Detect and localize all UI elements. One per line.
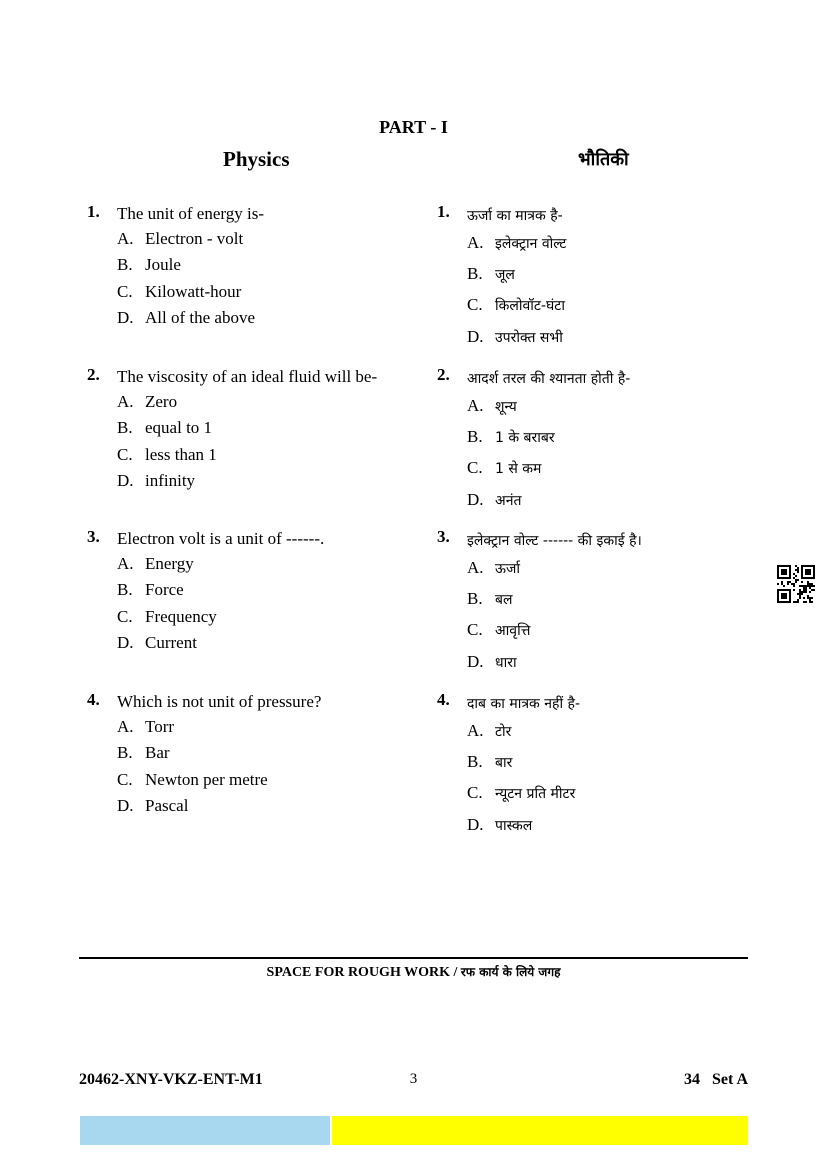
- option: [467, 295, 565, 315]
- option: [467, 264, 515, 284]
- option-letter: D.: [117, 795, 134, 815]
- option-text: शून्य: [495, 399, 517, 415]
- option: [467, 427, 555, 447]
- option-text: धारा: [495, 654, 517, 671]
- option-text: अनंत: [495, 492, 522, 509]
- question-number: 1.: [87, 202, 100, 221]
- option: [117, 633, 197, 653]
- option: [467, 327, 563, 347]
- option-text: Pascal: [145, 795, 189, 815]
- option-letter: A.: [467, 233, 484, 252]
- option: [117, 743, 170, 763]
- option-text: न्यूटन प्रति मीटर: [495, 786, 576, 803]
- option-letter: D.: [467, 326, 484, 346]
- question-number: 2.: [437, 365, 450, 384]
- page-number: 3: [409, 1071, 418, 1087]
- question-text: Which is not unit of pressure?: [117, 692, 322, 711]
- question-text: इलेक्ट्रान वोल्ट ------ की इकाई है।: [467, 533, 642, 549]
- question-text: आदर्श तरल की श्यानता होती है-: [467, 371, 631, 387]
- option-text: Zero: [145, 392, 178, 411]
- option: [467, 458, 541, 478]
- option: [117, 607, 217, 627]
- question-number: 3.: [437, 527, 450, 546]
- option: [117, 229, 243, 249]
- option: [117, 418, 212, 438]
- option-letter: B.: [117, 255, 133, 275]
- option-text: पास्कल: [495, 817, 533, 834]
- option: [467, 752, 512, 772]
- option-text: Joule: [145, 255, 181, 275]
- rough-work-label: [0, 963, 827, 981]
- option: [467, 396, 517, 416]
- option-letter: D.: [467, 651, 484, 671]
- option: [467, 233, 566, 253]
- option: [117, 554, 194, 574]
- section-title-english: Physics: [223, 147, 290, 171]
- option-letter: C.: [467, 295, 483, 315]
- option-letter: C.: [117, 606, 133, 626]
- option: [117, 796, 188, 816]
- option-letter: C.: [117, 444, 133, 464]
- option-text: Newton per metre: [145, 769, 268, 789]
- qr-code-icon: [777, 565, 815, 603]
- option-text: equal to 1: [145, 418, 213, 438]
- option-letter: B.: [467, 752, 483, 772]
- question-text: Electron volt is a unit of ------.: [117, 529, 325, 548]
- option-letter: B.: [467, 589, 483, 609]
- option: [467, 620, 530, 640]
- option: [467, 558, 520, 578]
- part-title: PART - I: [379, 117, 448, 137]
- question-text: The unit of energy is-: [117, 204, 264, 223]
- option: [117, 717, 174, 737]
- option: [467, 721, 511, 741]
- option-text: 1 से कम: [495, 461, 542, 478]
- option-letter: C.: [467, 458, 483, 478]
- option-letter: A.: [467, 721, 484, 740]
- option: [117, 308, 255, 328]
- option: [117, 445, 217, 465]
- option-letter: B.: [467, 264, 483, 284]
- option-letter: B.: [117, 743, 133, 763]
- option-text: Electron - volt: [145, 229, 244, 248]
- option-text: Kilowatt-hour: [145, 281, 242, 301]
- option-text: उपरोक्त सभी: [495, 329, 563, 346]
- question-text: The viscosity of an ideal fluid will be-: [117, 367, 378, 386]
- question-text: दाब का मात्रक नहीं है-: [467, 696, 581, 712]
- option-letter: A.: [117, 392, 134, 411]
- option-letter: A.: [117, 717, 134, 736]
- option-text: बल: [495, 592, 513, 609]
- option-letter: B.: [117, 418, 133, 438]
- option-letter: D.: [467, 489, 484, 509]
- option: [467, 490, 521, 510]
- option-text: जूल: [495, 267, 515, 284]
- option-letter: D.: [467, 814, 484, 834]
- option-letter: C.: [467, 783, 483, 803]
- option-text: less than 1: [145, 444, 217, 464]
- paper-code: 20462-XNY-VKZ-ENT-M1: [79, 1071, 263, 1088]
- option-text: Bar: [145, 743, 170, 763]
- option: [467, 815, 532, 835]
- option-text: आवृत्ति: [495, 623, 531, 640]
- option-letter: D.: [117, 307, 134, 327]
- option-text: टोर: [495, 724, 512, 740]
- option-text: 1 के बराबर: [495, 430, 555, 447]
- rough-work-label-en: SPACE FOR ROUGH WORK /: [266, 965, 461, 980]
- option-text: All of the above: [145, 307, 255, 327]
- option-text: infinity: [145, 470, 196, 490]
- rough-work-label-hi: रफ कार्य के लिये जगह: [460, 965, 561, 979]
- question-number: 1.: [437, 202, 450, 221]
- question-number: 4.: [437, 690, 450, 709]
- option: [467, 783, 575, 803]
- option-text: Current: [145, 632, 197, 652]
- question-number: 3.: [87, 527, 100, 546]
- option-letter: C.: [117, 281, 133, 301]
- option-text: ऊर्जा: [495, 561, 521, 577]
- option-text: Frequency: [145, 606, 217, 626]
- option: [117, 282, 241, 302]
- question-number: 4.: [87, 690, 100, 709]
- option: [467, 589, 513, 609]
- option-text: Torr: [145, 717, 175, 736]
- footer-bar-blue: [80, 1116, 330, 1145]
- option: [117, 392, 177, 412]
- option-text: किलोवॉट-घंटा: [495, 298, 565, 315]
- section-title-hindi: भौतिकी: [578, 149, 629, 170]
- option-letter: B.: [467, 427, 483, 447]
- option: [117, 255, 181, 275]
- set-label: 34 Set A: [684, 1071, 748, 1088]
- option-letter: B.: [117, 580, 133, 600]
- option-letter: A.: [117, 229, 134, 248]
- option-text: बार: [495, 755, 513, 772]
- option-letter: D.: [117, 632, 134, 652]
- option-letter: A.: [467, 558, 484, 577]
- question-text: ऊर्जा का मात्रक है-: [467, 208, 563, 224]
- option-letter: A.: [117, 554, 134, 573]
- option-letter: C.: [117, 769, 133, 789]
- question-number: 2.: [87, 365, 100, 384]
- option: [117, 471, 195, 491]
- option-text: Force: [145, 580, 184, 600]
- option-letter: C.: [467, 620, 483, 640]
- option-letter: A.: [467, 396, 484, 415]
- footer-bar-yellow: [332, 1116, 748, 1145]
- option: [467, 652, 517, 672]
- option: [117, 770, 268, 790]
- option-letter: D.: [117, 470, 134, 490]
- option: [117, 580, 184, 600]
- option-text: Energy: [145, 554, 194, 573]
- rough-work-divider: [79, 957, 748, 959]
- option-text: इलेक्ट्रान वोल्ट: [495, 236, 567, 252]
